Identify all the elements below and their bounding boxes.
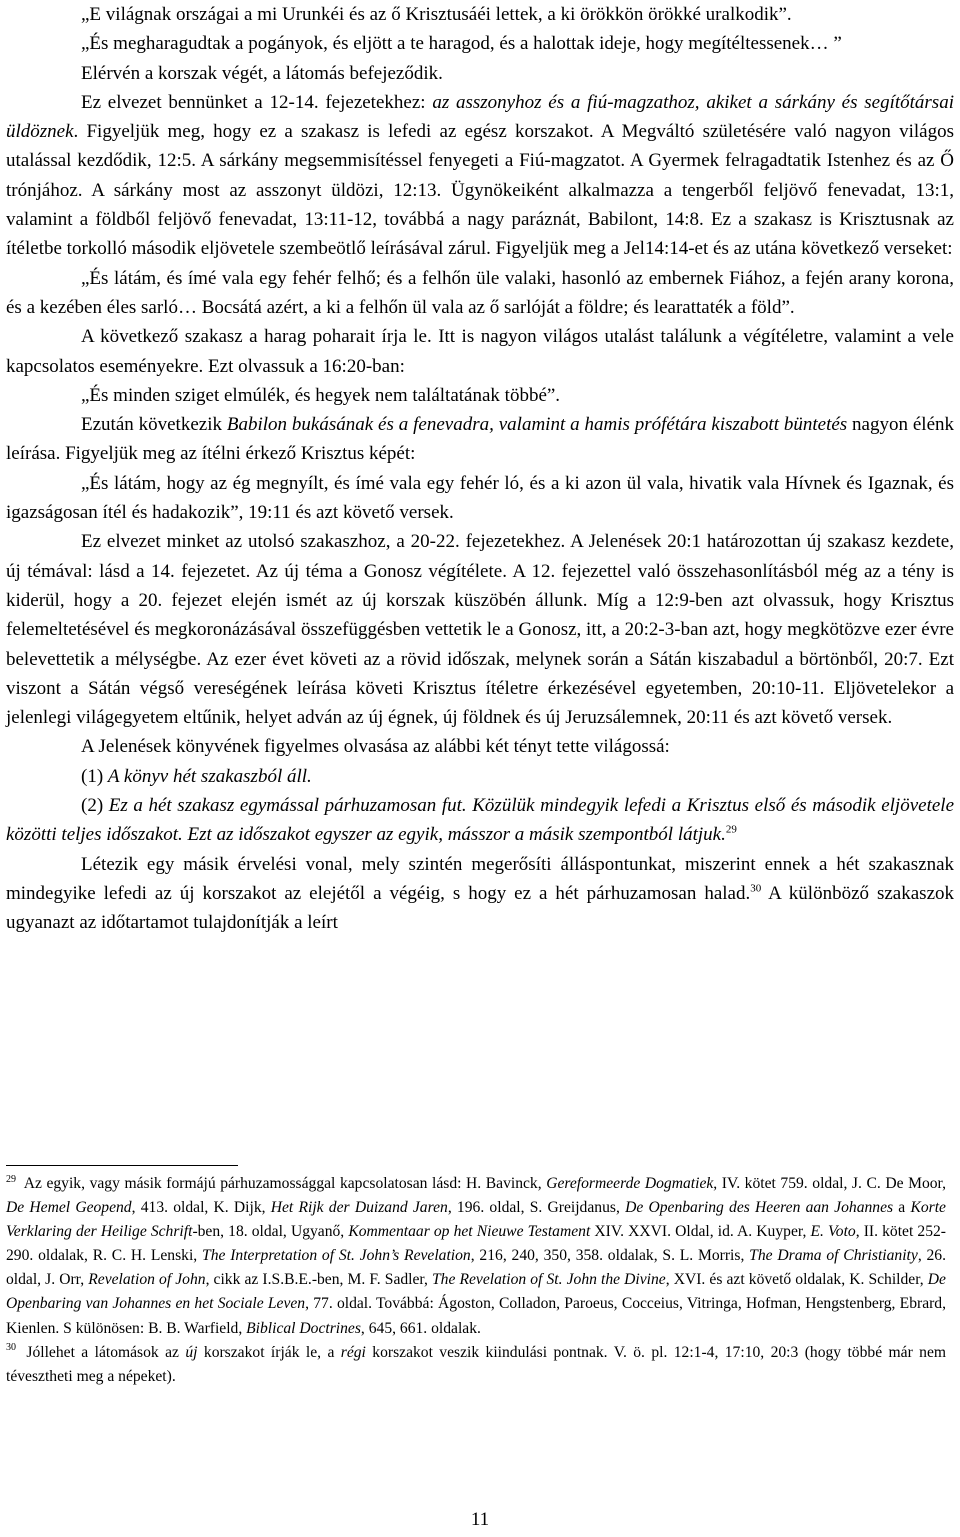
- paragraph-quote-1: „E világnak országai a mi Urunkéi és az ő Krisztusáéi lettek, a ki örökkön örökké uralkodik”.: [81, 4, 792, 25]
- italic-phrase: Ez a hét szakasz egymással párhuzamosan fut. Közülük mindegyik lefedi a Krisztus első és második eljövetele közötti teljes időszakot. Ezt az időszakot egyszer az egyik, másszor a másik szempontból látjuk.: [6, 795, 954, 846]
- footnote-30: $^{30}$ Jóllehet a látomások az új korszakot írják le, a régi korszakot veszik kiindulási pontnak. V. ö. pl. 12:1-4, 17:10, 20:3 (hogy többé már nem tévesztheti meg a népeket).: [6, 1342, 947, 1385]
- paragraph-quote-5: „És látám, és ímé vala egy fehér felhő; és a felhőn üle valaki, hasonló az embernek Fiához, a fején arany korona, és a kezében éles sarló… Bocsátá azért, a ki a felhőn ül vala az ő sarlóját a földre; és learattaték a föld”.: [6, 267, 954, 318]
- paragraph-3: Elérvén a korszak végét, a látomás befejeződik.: [81, 62, 443, 84]
- paragraph-8: Ezután következik Babilon bukásának és a fenevadra, valamint a hamis prófétára kiszabott büntetés nagyon élénk leírása. Figyeljük meg az ítélni érkező Krisztus képét:: [6, 414, 955, 465]
- paragraph-10: Ez elvezet minket az utolsó szakaszhoz, a 20-22. fejezetekhez. A Jelenések 20:1 határozottan új szakasz kezdete, új témával: lásd a 14. fejezetet. Az új téma a Gonosz végítélete. A 12. fejezettel való összehasonlításból még az a tény is kiderül, hogy a 20. fejezet elején ismét az új korszak küszöbén állunk. Míg a 12:9-ben azt olvassuk, hogy Krisztus felemeltetésével és megkoronázásával összefüggésben vettetik le a Gonosz, itt, a 20:2-3-ban azt, hogy megkötözve ezer évre belevettetik a mélységbe. Az ezer évet követi az a rövid időszak, melynek során a Sátán kiszabadul a börtönből, 20:7. Ezt viszont a Sátán végső vereségének leírása követi Krisztus ítéletre érkezésével egyetemben, 20:10-11. Eljövetelekor a jelenlegi világegyetem eltűnik, helyet adván az új égnek, új földnek és új Jeruzsálemnek, 20:11 és azt követő versek.: [6, 531, 954, 729]
- paragraph-quote-7: „És minden sziget elmúlék, és hegyek nem találtatának többé”.: [81, 384, 561, 406]
- paragraph-11: A Jelenések könyvének figyelmes olvasása az alábbi két tényt tette világossá:: [81, 736, 670, 758]
- italic-phrase: Babilon bukásának és a fenevadra, valamint a hamis prófétára kiszabott büntetés: [226, 414, 848, 436]
- main-text: [6, 0, 954, 938]
- paragraph-quote-2: „És megharagudtak a pogányok, és eljött a te haragod, és a halottak ideje, hogy megítéltessenek… ”: [81, 33, 842, 55]
- footnote-29: $^{29}$ Az egyik, vagy másik formájú párhuzamossággal kapcsolatosan lásd: H. Bavinck, Gereformeerde Dogmatiek, IV. kötet 759. oldal, J. C. De Moor, De Hemel Geopend, 413. oldal, K. Dijk, Het Rijk der Duizand Jaren, 196. oldal, S. Greijdanus, De Openbaring des Heeren aan Johannes a Korte Verklaring der Heilige Schrift-ben, 18. oldal, Ugyanő, Kommentaar op het Nieuwe Testament XIV. XXVI. Oldal, id. A. Kuyper, E. Voto, II. kötet 252-290. oldalak, R. C. H. Lenski, The Interpretation of St. John’s Revelation, 216, 240, 350, 358. oldalak, S. L. Morris, The Drama of Christianity, 26. oldal, J. Orr, Revelation of John, cikk az I.S.B.E.-ben, M. F. Sadler, The Revelation of St. John the Divine, XVI. és azt követő oldalak, K. Schilder, De Openbaring van Johannes en het Sociale Leven, 77. oldal. Továbbá: Ágoston, Colladon, Paroeus, Cocceius, Vitringa, Hofman, Hengstenberg, Ebrard, Kienlen. S különösen: B. B. Warfield, Biblical Doctrines, 645, 661. oldalak.: [6, 1173, 947, 1337]
- paragraph-13: (2) Ez a hét szakasz egymással párhuzamosan fut. Közülük mindegyik lefedi a Krisztus első és második eljövetele közötti teljes időszakot. Ezt az időszakot egyszer az egyik, másszor a másik szempontból látjuk.$^{29}$: [6, 795, 954, 846]
- paragraph-14: Létezik egy másik érvelési vonal, mely szintén megerősíti álláspontunkat, miszerint ennek a hét szakasznak mindegyike lefedi az új korszakot az elejétől a végéig, s hogy ez a hét párhuzamosan halad.$^{30}$ A különböző szakaszok ugyanazt az időtartamot tulajdonítják a leírt: [6, 853, 954, 934]
- footnotes: [6, 1172, 946, 1389]
- footnote-ref-30[interactable]: 30: [750, 882, 762, 895]
- paragraph-quote-9: „És látám, hogy az ég megnyílt, és ímé vala egy fehér ló, és a ki azon ül vala, hivatik vala Hívnek és Igaznak, és igazságosan ítél és hadakozik”, 19:11 és azt követő versek.: [6, 472, 954, 524]
- paragraph-12: (1) A könyv hét szakaszból áll.: [81, 765, 312, 787]
- paragraph-4: Ez elvezet bennünket a 12-14. fejezetekhez: az asszonyhoz és a fiú-magzathoz, akiket a sárkány és segítőtársai üldöznek. Figyeljük meg, hogy ez a szakasz is lefedi az egész korszakot. A Megváltó születésére való nagyon világos utalással kezdődik, 12:5. A sárkány megsemmisítéssel fenyegeti a Fiú-magzatot. A Gyermek felragadtatik Istenhez és az Ő trónjához. A sárkány most az asszonyt üldözi, 12:13. Ügynökeiként alkalmazza a tengerből feljövő fenevadat, 13:1, valamint a földből feljövő fenevadat, 13:11-12, továbbá a nagy paráznát, Babilont, 14:8. Ez a szakasz is Krisztusnak az ítéletbe torkolló második eljövetele szembeötlő leírásával zárul. Figyeljük meg a Jel14:14-et és az utána következő verseket:: [6, 91, 954, 260]
- paragraph-6: A következő szakasz a harag poharait írja le. Itt is nagyon világos utalást találunk a végítéletre, valamint a vele kapcsolatos eseményekre. Ezt olvassuk a 16:20-ban:: [6, 326, 954, 377]
- footnote-divider: [6, 1165, 238, 1166]
- footnote-number: 30: [6, 1342, 16, 1354]
- italic-phrase: A könyv hét szakaszból áll.: [107, 765, 312, 787]
- italic-phrase: az asszonyhoz és a fiú-magzathoz, akiket a sárkány és segítőtársai üldöznek: [6, 91, 954, 143]
- page-number: 11: [470, 1509, 490, 1530]
- footnote-ref-29[interactable]: 29: [725, 823, 737, 836]
- footnote-number: 29: [6, 1173, 16, 1185]
- page-body: [6, 0, 954, 938]
